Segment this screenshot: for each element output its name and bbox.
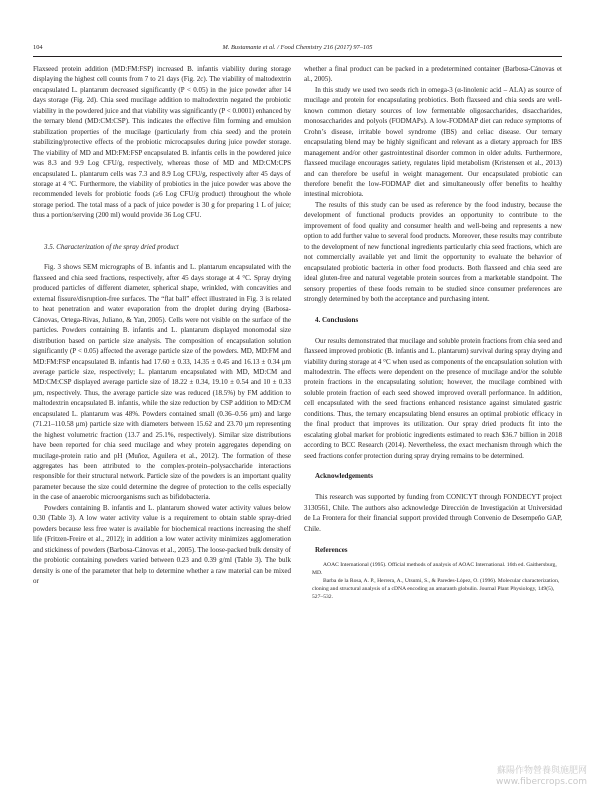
section-heading: 3.5. Characterization of the spray dried product xyxy=(44,242,179,251)
page-header xyxy=(33,44,562,56)
watermark-line: 蘇陽作物營養與施肥网 xyxy=(496,766,587,776)
left-column xyxy=(33,64,291,586)
section-heading: 4. Conclusions xyxy=(315,315,359,324)
body-paragraph: Powders containing B. infantis and L. plantarum showed water activity values below 0.30 (Table 3). A low water activity value is a requirement to obtain stable spray-dried powders because less free water is available for biochemical reactions increasing the shelf life (Fritzen-Freire et al., 2012); in addition a low water activity minimizes agglomeration and stickiness of powders (Barbosa-Cánovas et al., 2005). The loose-packed bulk density of the probiotic containing powders varied between 0.23 and 0.39 g/ml (Table 3). The bulk density is one of the parameter that help to determine whether a raw material can be mixed or xyxy=(33,503,291,586)
section-heading: Acknowledgements xyxy=(315,472,373,481)
body-paragraph: Our results demonstrated that mucilage and soluble protein fractions from chia seed and flaxseed improved probiotic (B. infantis and L. plantarum) survival during spray drying and viability during storage at 4 °C when used as components of the encapsulation solution with maltodextrin. The effects were dependent on the presence of mucilage and/or the soluble protein fractions in the encapsulating solution; however, the mucilage combined with soluble protein fraction of each seed showed improved overall performance. In addition, cell encapsulated with the seed fractions enhanced resistance against simulated gastric conditions. Thus, the ternary encapsulating blend ensures an optimal probiotic efficacy in the final product that improves its utilization. Our spray dried products fit into the escalating global market for probiotic ingredients estimated to reach $36.7 billion in 2018 according to BCC Research (2014). Nevertheless, the exact mechanism through which the seed fractions confer protection during spray drying remains to be determined. xyxy=(304,336,562,460)
header-rule xyxy=(33,56,562,57)
body-paragraph: Fig. 3 shows SEM micrographs of B. infantis and L. plantarum encapsulated with the flaxseed and chia seed fractions, respectively, after 45 days storage at 4 °C. Spray drying produced particles of different diameter, spherical shape, wrinkled, with concavities and external fissure/disruption-free surfaces. The “flat ball” effect illustrated in Fig. 3 is related to heat penetration and water evaporation from the droplet during drying (Barbosa-Cánovas, Ortega-Rivas, Juliano, & Yan, 2005). Cells were not visible on the surface of the particles. Powders containing B. infantis and L. plantarum displayed monomodal size distribution based on particle size analysis. The composition of encapsulation solution significantly (P < 0.05) affected the average particle size of the powders. MD, MD:FM and MD:FM:FSP encapsulated B. infantis had 17.60 ± 0.33, 14.35 ± 0.45 and 16.13 ± 0.34 μm average particle size, respectively; L. plantarum encapsulated with MD, MD:CM and MD:CM:CSP displayed average particle size of 18.22 ± 0.34, 19.10 ± 0.54 and 10 ± 0.33 μm, respectively. Thus, the average particle size was reduced (18.5%) by FM addition to maltodextrin encapsulated B. infantis, while the size reduction by CSP addition to MD:CM encapsulated L. plantarum was 48%. Powders contained small (0.36–0.56 μm) and large (71.21–110.58 μm) particle size with diameters between 15.62 and 23.70 μm representing the highest volumetric fraction (13.7 and 25.1%, respectively). Similar size distributions have been reported for chia seed mucilage and whey protein aggregates depending on mucilage-protein ratio and pH (Muñoz, Aguilera et al., 2012). The formation of these aggregates has been attributed to the complex-protein–polysaccharide interactions responsible for their structural network. Particle size of the powders is an important quality parameter because the size could determine the degree of protection to the cells especially in the case of anaerobic microorganisms such as bifidobacteria. xyxy=(33,263,291,502)
watermark-line: www.fibercrops.com xyxy=(496,777,587,787)
reference-item: AOAC International (1995). Official methods of analysis of AOAC International. 16th ed. Gaithersburg, MD. xyxy=(312,561,557,576)
references-heading: References xyxy=(315,545,348,554)
body-paragraph: The results of this study can be used as reference by the food industry, because the development of functional products provides an opportunity to contribute to the improvement of food quality and consumer health and well-being and represents a new option to add further value to several food products. Moreover, these results may contribute to the development of new functional ingredients particularly chia seed fractions, which are not commercially available yet and limit the opportunity to evaluate the behavior of encapsulated probiotic bacteria in other food products. Both flaxseed and chia seed are ideal gluten-free and natural vegetable protein sources from a marketable standpoint. The sensory properties of these foods remain to be studied since consumer preferences are strongly determined by both the acceptance and purchasing intent. xyxy=(304,200,562,303)
page-number: 104 xyxy=(33,44,43,51)
body-paragraph: Flaxseed protein addition (MD:FM:FSP) increased B. infantis viability during storage displaying the highest cell counts from 7 to 21 days (Fig. 2c). The viability of maltodextrin encapsulated L. plantarum decreased significantly (P < 0.05) in the juice powder after 14 days storage (Fig. 2d). Chia seed mucilage addition to maltodextrin negated the probiotic viability in the powdered juice and that viability was significantly (P < 0.0001) enhanced by the ternary blend (MD:CM:CSP). This indicates the effective film forming and emulsion stabilization properties of the mucilage (particularly from chia seed) and the protein stabilizing/protective effects of the probiotic microcapsules during juice powder storage. The viability of MD and MD:FM:FSP encapsulated B. infantis cells in the powdered juice was 8.3 and 9.9 Log CFU/g, respectively, whereas those of MD and MD:CM:CPS encapsulated L. plantarum cells was 7.3 and 8.9 Log CFU/g, respectively after 45 days of storage at 4 °C. Furthermore, the viability of probiotics in the juice powder was above the recommended levels for probiotic foods (≥6 Log CFU/g product) throughout the whole storage period. The total mass of a pack of juice powder is 30 g for preparing 1 L of juice; thus a portion/serving (200 ml) would provide 36 Log CFU. xyxy=(33,65,291,220)
body-paragraph: In this study we used two seeds rich in omega-3 (α-linolenic acid – ALA) as source of mucilage and protein for encapsulating probiotics. Both flaxseed and chia seeds are well-known common dietary sources of low fermentable oligosaccharides, disaccharides, monosaccharides and polyols (FODMAPs). A low-FODMAP diet can reduce symptoms of Crohn’s disease, irritable bowel syndrome (IBS) and celiac disease. Our ternary encapsulating blend may be highly significant and relevant as a dietary approach for IBS management and/or other gastrointestinal disorder common in older adults. Furthermore, flaxseed mucilage encourages satiety, regulates lipid metabolism (Kristensen et al., 2013) and can therefore be useful in weight management. Our encapsulated probiotic can therefore benefit the low-FODMAP diet and simultaneously offer benefits to healthy intestinal microbiota. xyxy=(304,85,562,199)
watermark xyxy=(496,766,587,788)
body-paragraph: whether a final product can be packed in a predetermined container (Barbosa-Cánovas et al., 2005). xyxy=(304,65,562,84)
right-column xyxy=(304,64,562,601)
reference-item: Barba de la Rosa, A. P., Herrera, A., Utsumi, S., & Paredes-López, O. (1996). Molecular characterization, cloning and structural analysis of a cDNA encoding an amaranth globulin. Journal Plant Physiology, 149(5), 527–532. xyxy=(312,577,560,600)
body-paragraph: This research was supported by funding from CONICYT through FONDECYT project 3130561, Chile. The authors also acknowledge Dirección de Investigación at Universidad de La Frontera for their financial support provided through Convenio de Desempeño GAP, Chile. xyxy=(304,493,562,533)
running-head: M. Bustamante et al. / Food Chemistry 216 (2017) 97–105 xyxy=(222,44,373,51)
